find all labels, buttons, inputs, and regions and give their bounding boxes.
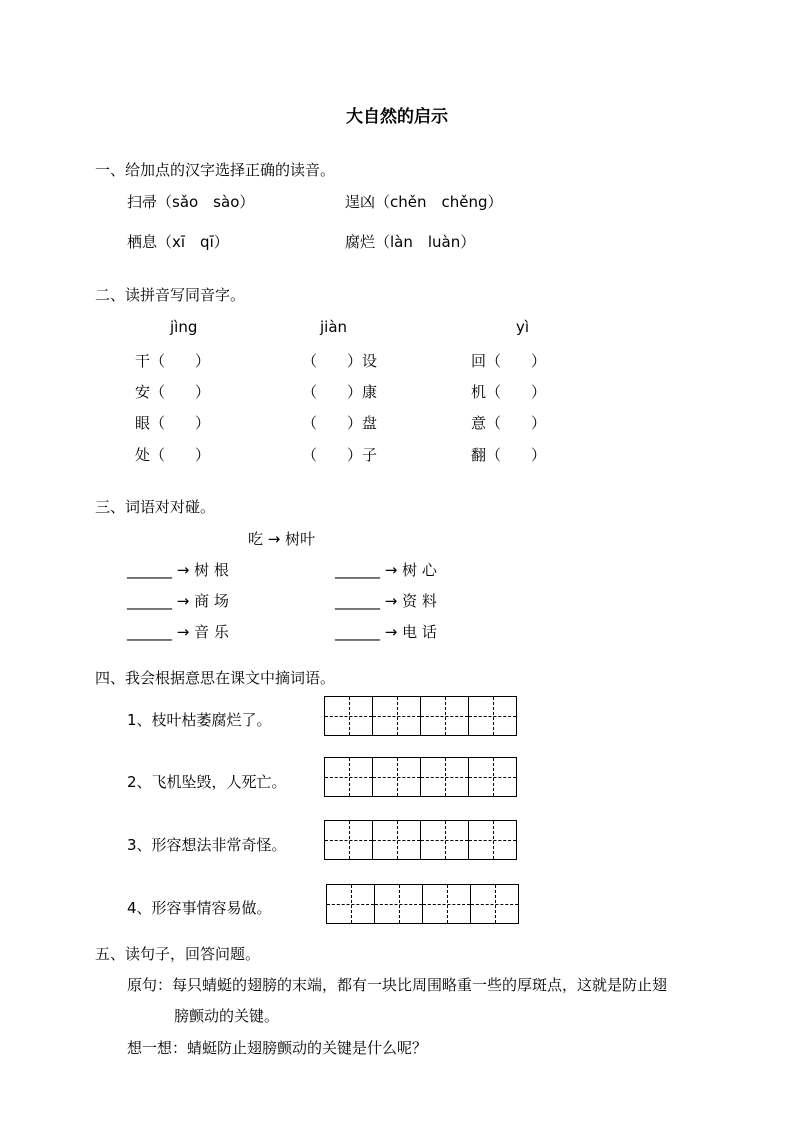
grid-cell[interactable] (421, 821, 469, 859)
q4-item: 1、枝叶枯萎腐烂了。 (127, 711, 272, 729)
grid-cell[interactable] (469, 821, 516, 859)
grid-cell[interactable] (327, 885, 375, 923)
grid-cell[interactable] (469, 758, 516, 796)
q3-item: ______ → 电 话 (335, 623, 437, 641)
q5-sentence: 原句：每只蜻蜓的翅膀的末端，都有一块比周围略重一些的厚斑点，这就是防止翅 (127, 976, 668, 994)
grid-cell[interactable] (471, 885, 518, 923)
q2-blank-item: （ ）子 (302, 446, 378, 464)
pinyin-label: jìng (170, 318, 198, 336)
grid-cell[interactable] (469, 697, 516, 735)
q5-question: 想一想：蜻蜓防止翅膀颤动的关键是什么呢？ (127, 1039, 428, 1057)
q3-item: ______ → 树 根 (127, 561, 229, 579)
pinyin-label: jiàn (320, 318, 348, 336)
grid-cell[interactable] (325, 697, 373, 735)
q3-item: ______ → 树 心 (335, 561, 437, 579)
q2-blank-item: 机（ ） (471, 383, 547, 401)
q1-item: 逞凶（chěn chěng） (345, 193, 503, 211)
grid-cell[interactable] (325, 821, 373, 859)
q2-blank-item: 翻（ ） (471, 446, 547, 464)
q2-blank-item: 处（ ） (135, 446, 211, 464)
q2-blank-item: 回（ ） (471, 352, 547, 370)
grid-cell[interactable] (423, 885, 471, 923)
page-title: 大自然的启示 (346, 107, 448, 127)
grid-cell[interactable] (373, 758, 421, 796)
q2-blank-item: 意（ ） (471, 414, 547, 432)
q5-sentence: 膀颤动的关键。 (174, 1007, 280, 1025)
grid-cell[interactable] (421, 697, 469, 735)
q2-heading: 二、读拼音写同音字。 (95, 286, 246, 304)
grid-cell[interactable] (375, 885, 423, 923)
q4-heading: 四、我会根据意思在课文中摘词语。 (95, 669, 336, 687)
q3-heading: 三、词语对对碰。 (95, 498, 216, 516)
q4-item: 3、形容想法非常奇怪。 (127, 836, 287, 854)
q1-item: 栖息（xī qī） (127, 233, 229, 251)
q1-item: 腐烂（làn luàn） (345, 233, 476, 251)
q4-item: 2、飞机坠毁，人死亡。 (127, 773, 287, 791)
pinyin-label: yì (516, 318, 530, 336)
grid-cell[interactable] (373, 821, 421, 859)
q2-blank-item: 眼（ ） (135, 414, 211, 432)
q2-blank-item: （ ）设 (302, 352, 378, 370)
q3-item: ______ → 商 场 (127, 592, 229, 610)
q2-blank-item: （ ）盘 (302, 414, 378, 432)
q3-item: ______ → 音 乐 (127, 623, 229, 641)
q2-blank-item: （ ）康 (302, 383, 378, 401)
q5-heading: 五、读句子，回答问题。 (95, 945, 261, 963)
q4-item: 4、形容事情容易做。 (127, 899, 272, 917)
answer-grid[interactable] (324, 696, 517, 736)
q2-blank-item: 安（ ） (135, 383, 211, 401)
grid-cell[interactable] (373, 697, 421, 735)
q3-example: 吃 → 树叶 (248, 530, 316, 548)
q1-heading: 一、给加点的汉字选择正确的读音。 (95, 161, 336, 179)
q1-item: 扫帚（sǎo sào） (127, 193, 255, 211)
q3-item: ______ → 资 料 (335, 592, 437, 610)
answer-grid[interactable] (324, 757, 517, 797)
grid-cell[interactable] (421, 758, 469, 796)
answer-grid[interactable] (326, 884, 519, 924)
q2-blank-item: 干（ ） (135, 352, 211, 370)
grid-cell[interactable] (325, 758, 373, 796)
answer-grid[interactable] (324, 820, 517, 860)
